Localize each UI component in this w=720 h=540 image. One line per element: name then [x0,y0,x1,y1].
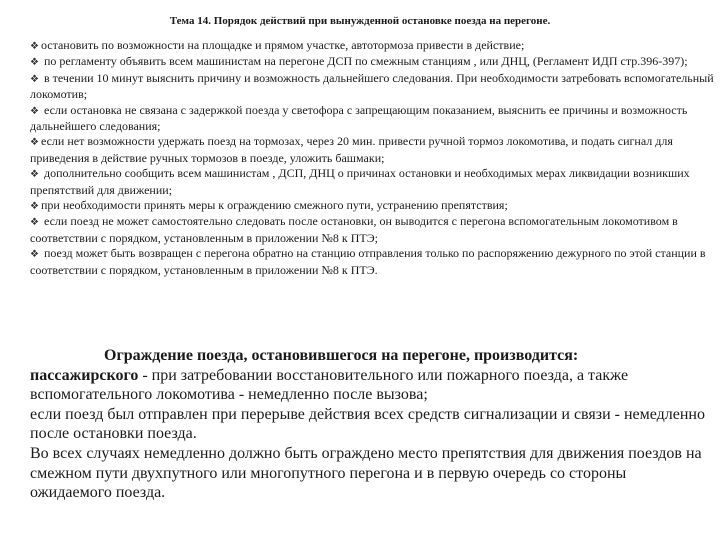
passenger-text: - при затребовании восстановительного или пожарного поезда, а также вспомогательного локомотива - немедленно после вызова; [30,366,629,404]
list-item [30,134,714,166]
list-item-text: при необходимости принять меры к ограждению смежного пути, устранению препятствия; [40,198,508,213]
list-item [30,246,714,278]
diamond-bullet-icon: ❖ [30,249,39,261]
diamond-bullet-icon: ❖ [30,201,39,213]
passenger-paragraph [30,366,710,405]
list-item-text: если поезд не может самостоятельно следовать после остановки, он выводится с перегона вспомогательным локомотивом в соответствии с порядком, установленным в приложении №8 к ПТЭ; [30,214,678,245]
procedure-list [30,38,714,278]
signal-paragraph: если поезд был отправлен при перерыве действия всех средств сигнализации и связи - немедленно после остановки поезда. [30,405,705,443]
list-item [30,166,714,198]
list-item-text: в течении 10 минут выяснить причину и возможность дальнейшего следования. При необходимости затребовать вспомогательный локомотив; [30,70,714,102]
diamond-bullet-icon: ❖ [30,41,39,52]
page-title: Тема 14. Порядок действий при вынужденной остановке поезда на перегоне. [169,15,551,27]
list-item [30,198,714,214]
list-item [30,103,714,135]
list-item [30,214,714,246]
fencing-section [30,346,710,503]
all-cases-paragraph: Во всех случаях немедленно должно быть ограждено место препятствия для движения поездов на смежном пути двухпутного или многопутного перегона и в первую очередь со стороны ожидаемого поезда. [30,444,702,502]
diamond-bullet-icon: ❖ [30,169,39,181]
section-heading: Ограждение поезда, остановившегося на перегоне, производится: [104,347,579,364]
list-item [30,71,714,103]
list-item-text: по регламенту объявить всем машинистам на перегоне ДСП по смежным станциям , или ДНЦ, (Регламент ИДП стр.396-397); [40,54,688,69]
diamond-bullet-icon: ❖ [30,217,39,229]
list-item-text: если остановка не связана с задержкой поезда у светофора с запрещающим показанием, выяснить ее причины и возможность дальнейшего следования; [30,102,688,134]
diamond-bullet-icon: ❖ [30,73,39,85]
passenger-label: пассажирского [30,366,139,384]
diamond-bullet-icon: ❖ [30,57,39,69]
list-item-text: остановить по возможности на площадке и прямом участке, автотормоза привести в действие; [40,38,525,52]
list-item [30,54,714,70]
list-item-text: дополнительно сообщить всем машинистам , ДСП, ДНЦ о причинах остановки и необходимых мерах ликвидации возникших препятствий для движении; [30,166,690,197]
diamond-bullet-icon: ❖ [30,105,39,117]
list-item [30,38,714,54]
diamond-bullet-icon: ❖ [30,137,39,149]
list-item-text: если нет возможности удержать поезд на тормозах, через 20 мин. привести ручной тормоз локомотива, и подать сигнал для приведения в действие ручных тормозов в поезде, уложить башмаки; [30,134,673,165]
list-item-text: поезд может быть возвращен с перегона обратно на станцию отправления только по распоряжению дежурного по этой станции в соответствии с порядком, установленным в приложении №8 к ПТЭ. [30,246,706,277]
